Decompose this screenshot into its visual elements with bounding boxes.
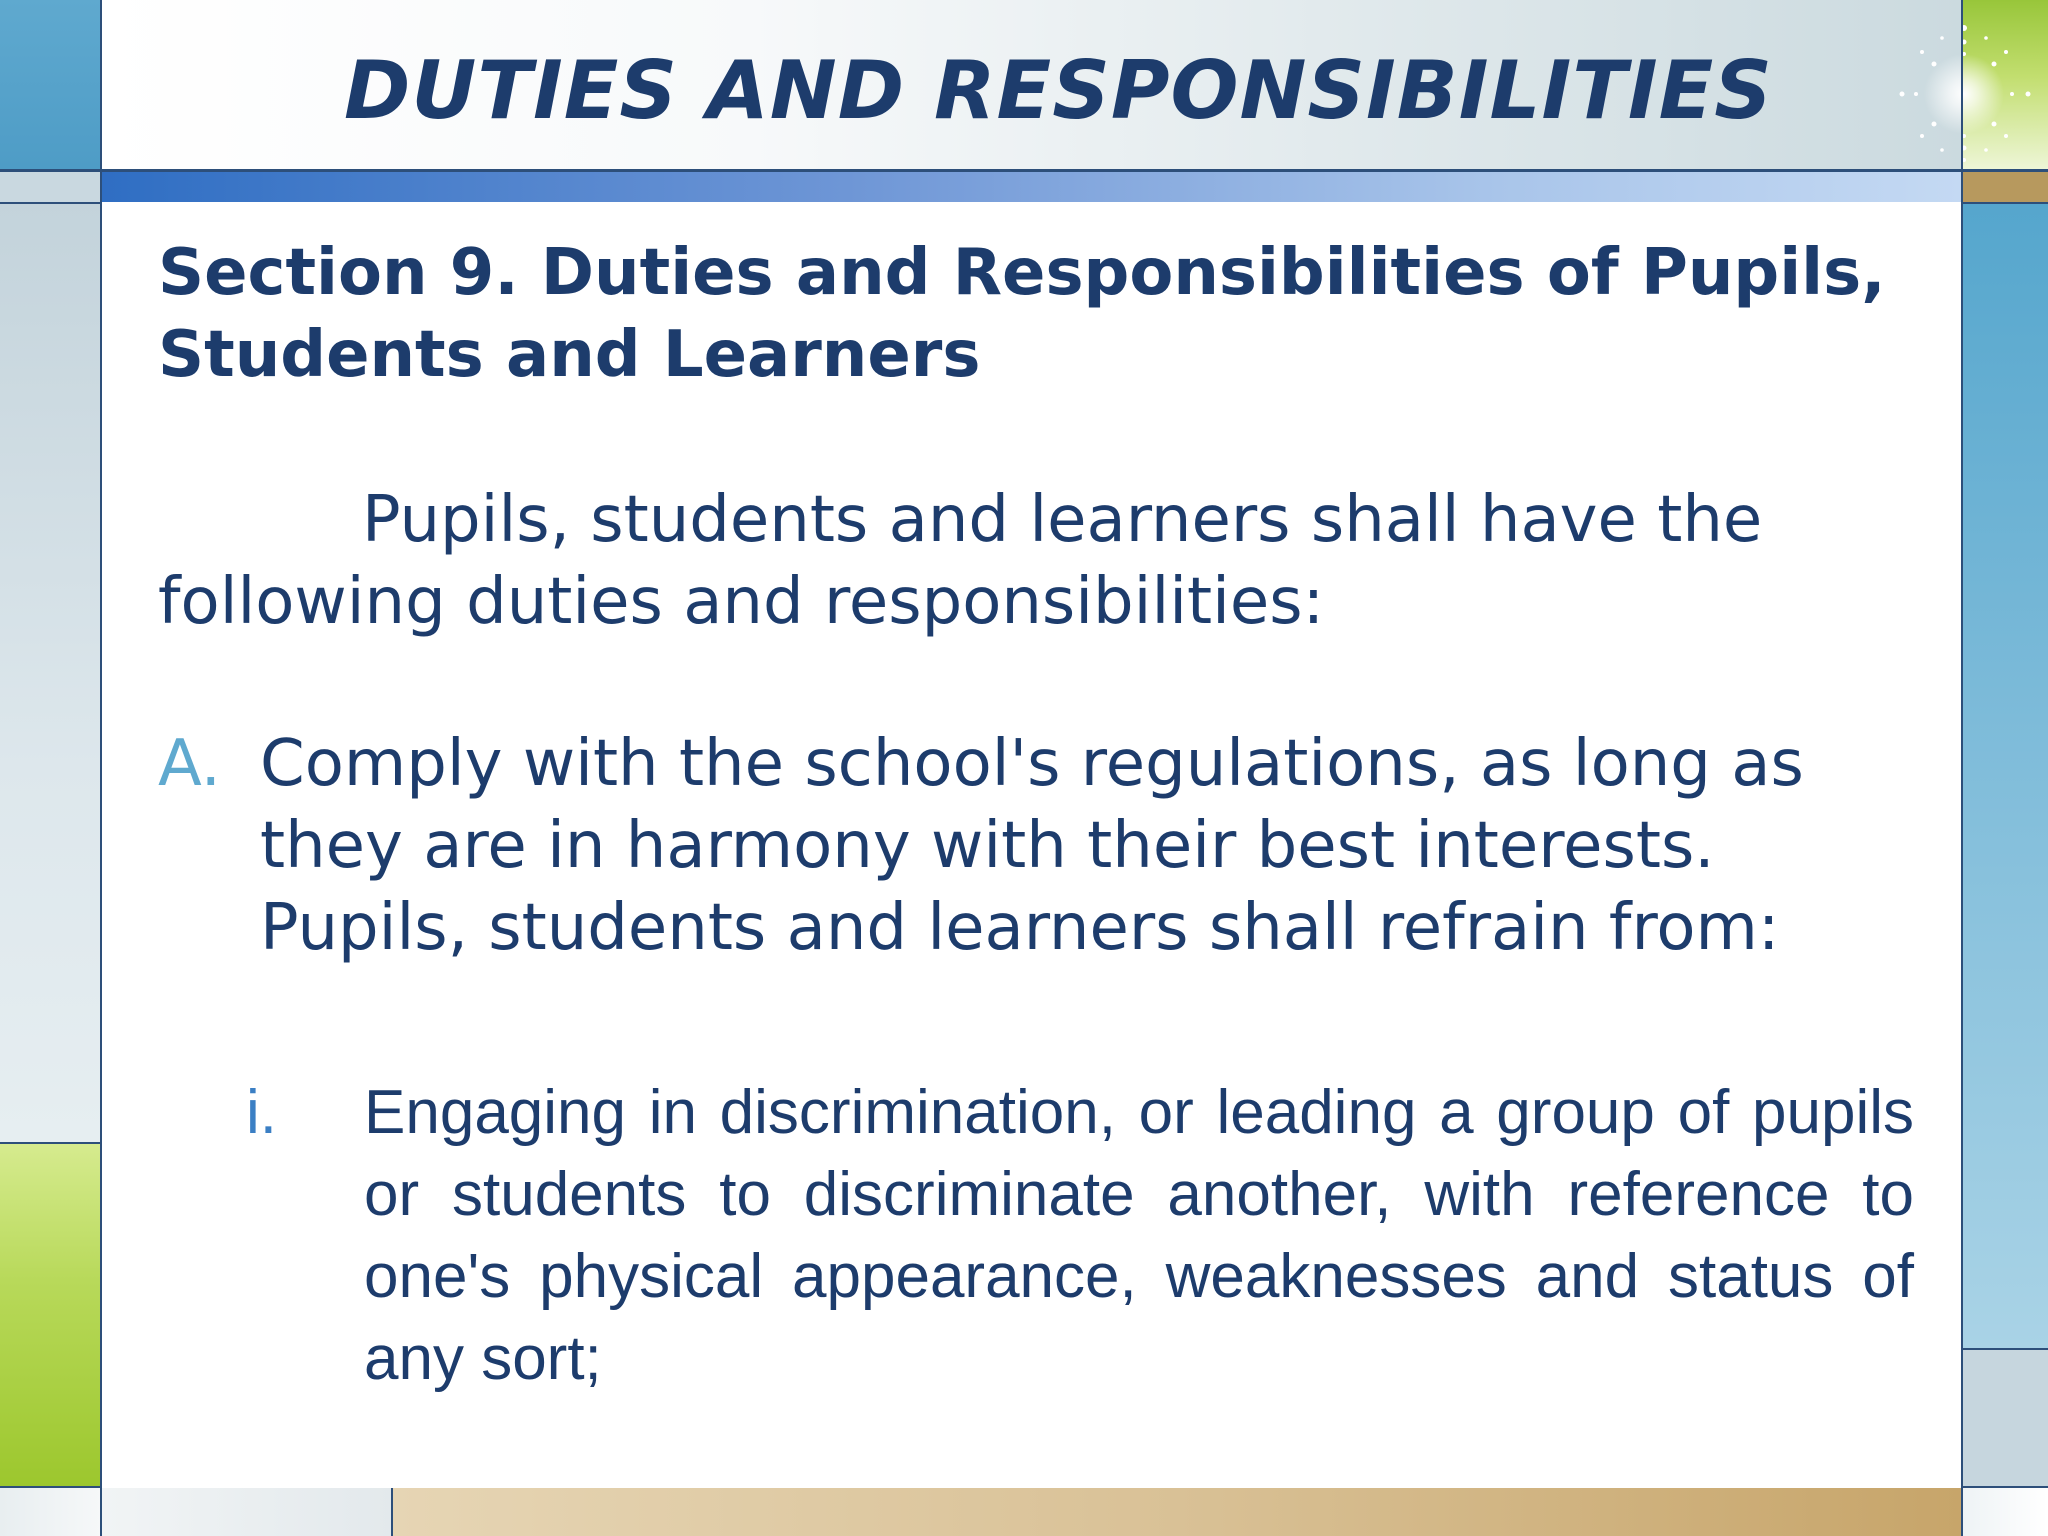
- left-column-block: [0, 202, 102, 1142]
- right-bottom-block: [1962, 1488, 2048, 1536]
- list-item-a-text: Comply with the school's regulations, as long as they are in harmony with their best interests. Pupils, students and learners shall refrain from:: [260, 727, 1804, 965]
- left-green-block: [0, 1142, 102, 1488]
- list-marker-a: A.: [158, 727, 221, 801]
- left-bottom-block: [0, 1488, 102, 1536]
- right-tick-line: [1962, 202, 2048, 204]
- section-heading: Section 9. Duties and Responsibilities of Pupils, Students and Learners: [158, 236, 1886, 392]
- right-tan-block: [1962, 170, 2048, 202]
- left-mid-block: [0, 170, 102, 202]
- left-tick-line: [0, 202, 102, 204]
- left-green-line: [0, 1142, 102, 1144]
- left-frame-line: [100, 0, 102, 1536]
- right-gray-line: [1962, 1348, 2048, 1350]
- slide-title: DUTIES AND RESPONSIBILITIES: [344, 44, 1773, 137]
- bottom-tan-block: [392, 1488, 1962, 1536]
- bottom-split-line: [391, 1488, 393, 1536]
- right-gray-block: [1962, 1348, 2048, 1488]
- left-top-block: [0, 0, 102, 170]
- bottom-light-block: [102, 1488, 392, 1536]
- content-panel: [102, 202, 1962, 1488]
- intro-paragraph: Pupils, students and learners shall have the following duties and responsibilities:: [158, 483, 1763, 639]
- right-frame-line: [1961, 0, 1963, 1536]
- sublist-item-i-text: Engaging in discrimination, or leading a group of pupils or students to discriminate another, with reference to one's physical appearance, weaknesses and status of any sort;: [364, 1078, 1914, 1393]
- blue-gradient-bar: [102, 172, 1962, 202]
- title-bar: [102, 0, 1962, 170]
- sublist-marker-i: i.: [246, 1078, 277, 1147]
- right-blue-block: [1962, 202, 2048, 1348]
